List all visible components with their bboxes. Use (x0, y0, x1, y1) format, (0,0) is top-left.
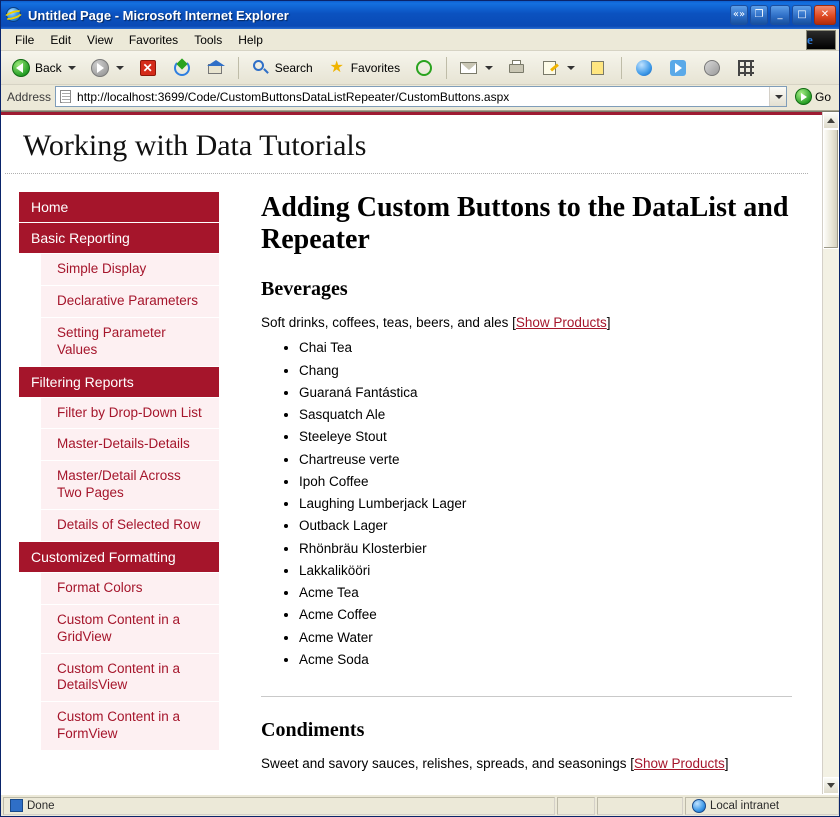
home-button[interactable] (200, 55, 232, 81)
sidebar-item-format-colors[interactable]: Format Colors (41, 573, 219, 605)
back-button[interactable] (5, 55, 82, 81)
window-controls (730, 5, 836, 25)
status-bar (1, 794, 839, 816)
section-divider (261, 696, 792, 697)
search-icon (251, 58, 271, 78)
go-arrow-icon (795, 88, 812, 105)
address-url-text: http://localhost:3699/Code/CustomButtonsDataListRepeater/CustomButtons.aspx (77, 89, 510, 104)
category-description-text: Soft drinks, coffees, teas, beers, and ales [ (261, 315, 516, 331)
page-title: Adding Custom Buttons to the DataList and Repeater (261, 192, 789, 256)
mail-button[interactable] (453, 55, 499, 81)
messenger-icon (634, 58, 654, 78)
disc-icon (702, 58, 722, 78)
messenger-button[interactable] (628, 55, 660, 81)
sidebar-item-custom-content-in-a-gridview[interactable]: Custom Content in a GridView (41, 605, 219, 654)
printer-icon (507, 58, 527, 78)
media-icon (668, 58, 688, 78)
search-button-label: Search (274, 60, 313, 75)
menu-item-edit[interactable]: Edit (50, 32, 72, 47)
page-content (1, 112, 822, 794)
list-item: • Acme Coffee (299, 605, 792, 625)
scrollbar-track[interactable] (823, 129, 839, 777)
navigation-toolbar (1, 51, 839, 85)
vertical-scrollbar[interactable] (822, 112, 839, 794)
restore-button[interactable]: ❐ (750, 5, 768, 25)
chevron-down-icon[interactable] (485, 66, 493, 70)
history-icon (414, 58, 434, 78)
menu-item-view[interactable]: View (87, 32, 113, 47)
discuss-button[interactable] (583, 55, 615, 81)
chevron-down-icon[interactable] (68, 66, 76, 70)
list-item: • Guaraná Fantástica (299, 383, 792, 403)
brand-logo-letter: e (807, 32, 813, 47)
scroll-up-button[interactable] (823, 112, 839, 129)
menu-item-favorites[interactable]: Favorites (128, 32, 179, 47)
media-button[interactable] (662, 55, 694, 81)
sidebar-item-customized-formatting[interactable]: Customized Formatting (19, 542, 219, 573)
site-title: Working with Data Tutorials (23, 129, 367, 162)
list-item: • Laughing Lumberjack Lager (299, 494, 792, 514)
address-dropdown-button[interactable] (769, 87, 786, 106)
toolbar-separator (446, 57, 447, 79)
sidebar-item-custom-content-in-a-formview[interactable]: Custom Content in a FormView (41, 702, 219, 751)
maximize-button[interactable]: □ (792, 5, 812, 25)
sidebar-item-declarative-parameters[interactable]: Declarative Parameters (41, 286, 219, 318)
back-arrow-icon (11, 58, 31, 78)
list-item: • Acme Tea (299, 583, 792, 603)
home-icon (206, 58, 226, 78)
favorites-button[interactable] (321, 55, 406, 81)
toolbar-separator (621, 57, 622, 79)
site-header (5, 115, 808, 174)
grid-icon (736, 58, 756, 78)
sidebar-item-filter-by-drop-down-list[interactable]: Filter by Drop-Down List (41, 398, 219, 430)
list-item: • Acme Water (299, 628, 792, 648)
star-icon: ★ (329, 58, 344, 76)
show-products-link-condiments[interactable]: Show Products (633, 756, 725, 772)
show-products-link-beverages[interactable]: Show Products (515, 315, 607, 331)
chevron-down-icon (827, 783, 835, 788)
status-cell-blank-1 (557, 797, 595, 815)
edit-page-icon (541, 58, 561, 78)
search-button[interactable] (245, 55, 319, 81)
internet-explorer-icon (5, 6, 23, 24)
page-body (1, 174, 822, 779)
sidebar-item-master-details-details[interactable]: Master-Details-Details (41, 429, 219, 461)
go-button[interactable] (791, 88, 835, 105)
history-button[interactable] (408, 55, 440, 81)
main-content (219, 174, 822, 779)
list-item: • Chai Tea (299, 338, 792, 358)
sidebar-nav (19, 192, 219, 779)
category-description-end: ] (724, 756, 729, 772)
security-zone-text: Local intranet (710, 799, 780, 812)
list-item: • Sasquatch Ale (299, 405, 792, 425)
forward-button[interactable] (84, 55, 130, 81)
minimize-button[interactable]: _ (770, 5, 790, 25)
sidebar-item-details-of-selected-row[interactable]: Details of Selected Row (41, 510, 219, 542)
refresh-icon (172, 58, 192, 78)
close-button[interactable]: ✕ (814, 5, 836, 25)
list-item: • Outback Lager (299, 516, 792, 536)
mail-icon (459, 58, 479, 78)
title-bar (1, 1, 839, 29)
page-viewport (1, 111, 839, 794)
brand-logo (806, 30, 836, 50)
list-item: • Ipoh Coffee (299, 472, 792, 492)
category-heading-beverages: Beverages (261, 278, 348, 301)
address-input[interactable] (55, 86, 787, 107)
research-button[interactable] (696, 55, 728, 81)
category-heading-condiments: Condiments (261, 719, 365, 742)
status-message-text: Done (27, 799, 55, 812)
globe-icon (692, 799, 706, 813)
sidebar-item-simple-display[interactable]: Simple Display (41, 254, 219, 286)
stop-icon: ✕ (138, 58, 158, 78)
back-button-label: Back (35, 60, 62, 75)
list-item: • Rhönbräu Klosterbier (299, 539, 792, 559)
chevron-down-icon[interactable] (567, 66, 575, 70)
status-message (3, 797, 555, 815)
favorites-button-label: Favorites (350, 60, 401, 75)
chevron-down-icon[interactable] (116, 66, 124, 70)
window-title-app: - Microsoft Internet Explorer (111, 7, 289, 23)
category-description-beverages (261, 315, 792, 330)
sidebar-item-basic-reporting[interactable]: Basic Reporting (19, 223, 219, 254)
menu-item-tools[interactable]: Tools (194, 32, 223, 47)
list-item: • Chang (299, 361, 792, 381)
window-title-document: Untitled Page (28, 7, 112, 23)
list-item: • Chartreuse verte (299, 450, 792, 470)
menu-bar (1, 29, 839, 51)
list-item: • Acme Soda (299, 650, 792, 670)
list-item: • Steeleye Stout (299, 427, 792, 447)
print-button[interactable] (501, 55, 533, 81)
go-button-label: Go (814, 89, 831, 104)
category-description-condiments (261, 756, 792, 771)
sidebar-item-custom-content-in-a-detailsview[interactable]: Custom Content in a DetailsView (41, 654, 219, 703)
chevron-up-icon (827, 118, 835, 123)
window-title (28, 8, 730, 23)
refresh-button[interactable] (166, 55, 198, 81)
sidebar-item-setting-parameter-values[interactable]: Setting Parameter Values (41, 318, 219, 367)
category-description-end: ] (606, 315, 611, 331)
menu-item-file[interactable]: File (15, 32, 35, 47)
product-list-beverages (261, 338, 792, 670)
stop-button[interactable] (132, 55, 164, 81)
menu-item-help[interactable]: Help (238, 32, 263, 47)
status-cell-blank-2 (597, 797, 683, 815)
sidebar-item-home[interactable]: Home (19, 192, 219, 223)
forward-arrow-icon (90, 58, 110, 78)
restore-small-button[interactable]: «» (730, 5, 748, 25)
list-item: • Lakkalikööri (299, 561, 792, 581)
notes-icon (589, 58, 609, 78)
qr-button[interactable] (730, 55, 762, 81)
scroll-down-button[interactable] (823, 777, 839, 794)
sidebar-item-master-detail-across-two-pages[interactable]: Master/Detail Across Two Pages (41, 461, 219, 510)
edit-button[interactable] (535, 55, 581, 81)
sidebar-item-filtering-reports[interactable]: Filtering Reports (19, 367, 219, 398)
address-bar (1, 85, 839, 111)
address-label: Address (7, 89, 52, 104)
category-description-text: Sweet and savory sauces, relishes, spreads, and seasonings [ (261, 756, 634, 772)
page-icon (58, 89, 74, 105)
toolbar-separator (238, 57, 239, 79)
security-zone (685, 797, 839, 815)
scrollbar-thumb[interactable] (823, 129, 839, 249)
document-icon (10, 799, 23, 812)
